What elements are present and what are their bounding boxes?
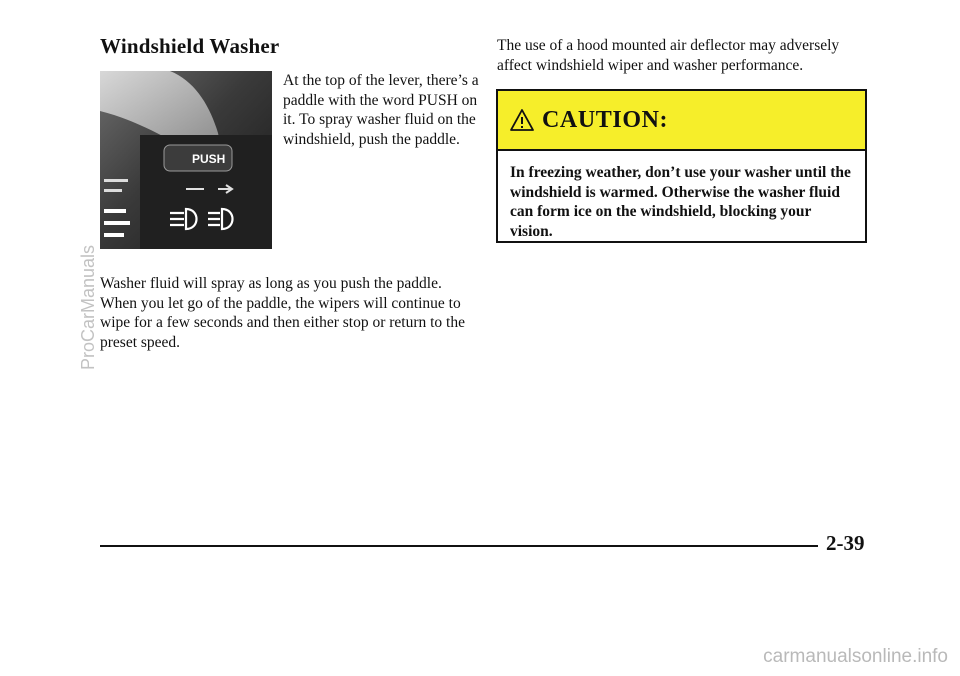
washer-lever-photo (100, 71, 272, 249)
caution-box (496, 89, 867, 243)
bottom-watermark: carmanualsonline.info (763, 646, 948, 667)
spray-description: Washer fluid will spray as long as you push the paddle. When you let go of the paddle, the wipers will continue to wipe for a few seconds and then either stop or return to the preset speed. (100, 275, 465, 351)
deflector-note: The use of a hood mounted air deflector may adversely affect windshield wiper and washer performance. (497, 37, 840, 74)
footer-rule (100, 545, 818, 547)
push-label: PUSH (192, 152, 226, 166)
side-watermark: ProCarManuals (78, 244, 98, 370)
caution-title: CAUTION: (542, 106, 669, 133)
section-heading: Windshield Washer (100, 34, 280, 58)
caution-header (498, 91, 865, 151)
intro-text: At the top of the lever, there’s a paddle with the word PUSH on it. To spray washer fluid on the windshield, push the paddle. (283, 72, 479, 148)
page-number: 2-39 (826, 531, 865, 555)
caution-text: In freezing weather, don’t use your washer until the windshield is warmed. Otherwise the washer fluid can form ice on the windshield, blocking your vision. (510, 164, 851, 240)
warning-triangle-icon (510, 108, 534, 132)
